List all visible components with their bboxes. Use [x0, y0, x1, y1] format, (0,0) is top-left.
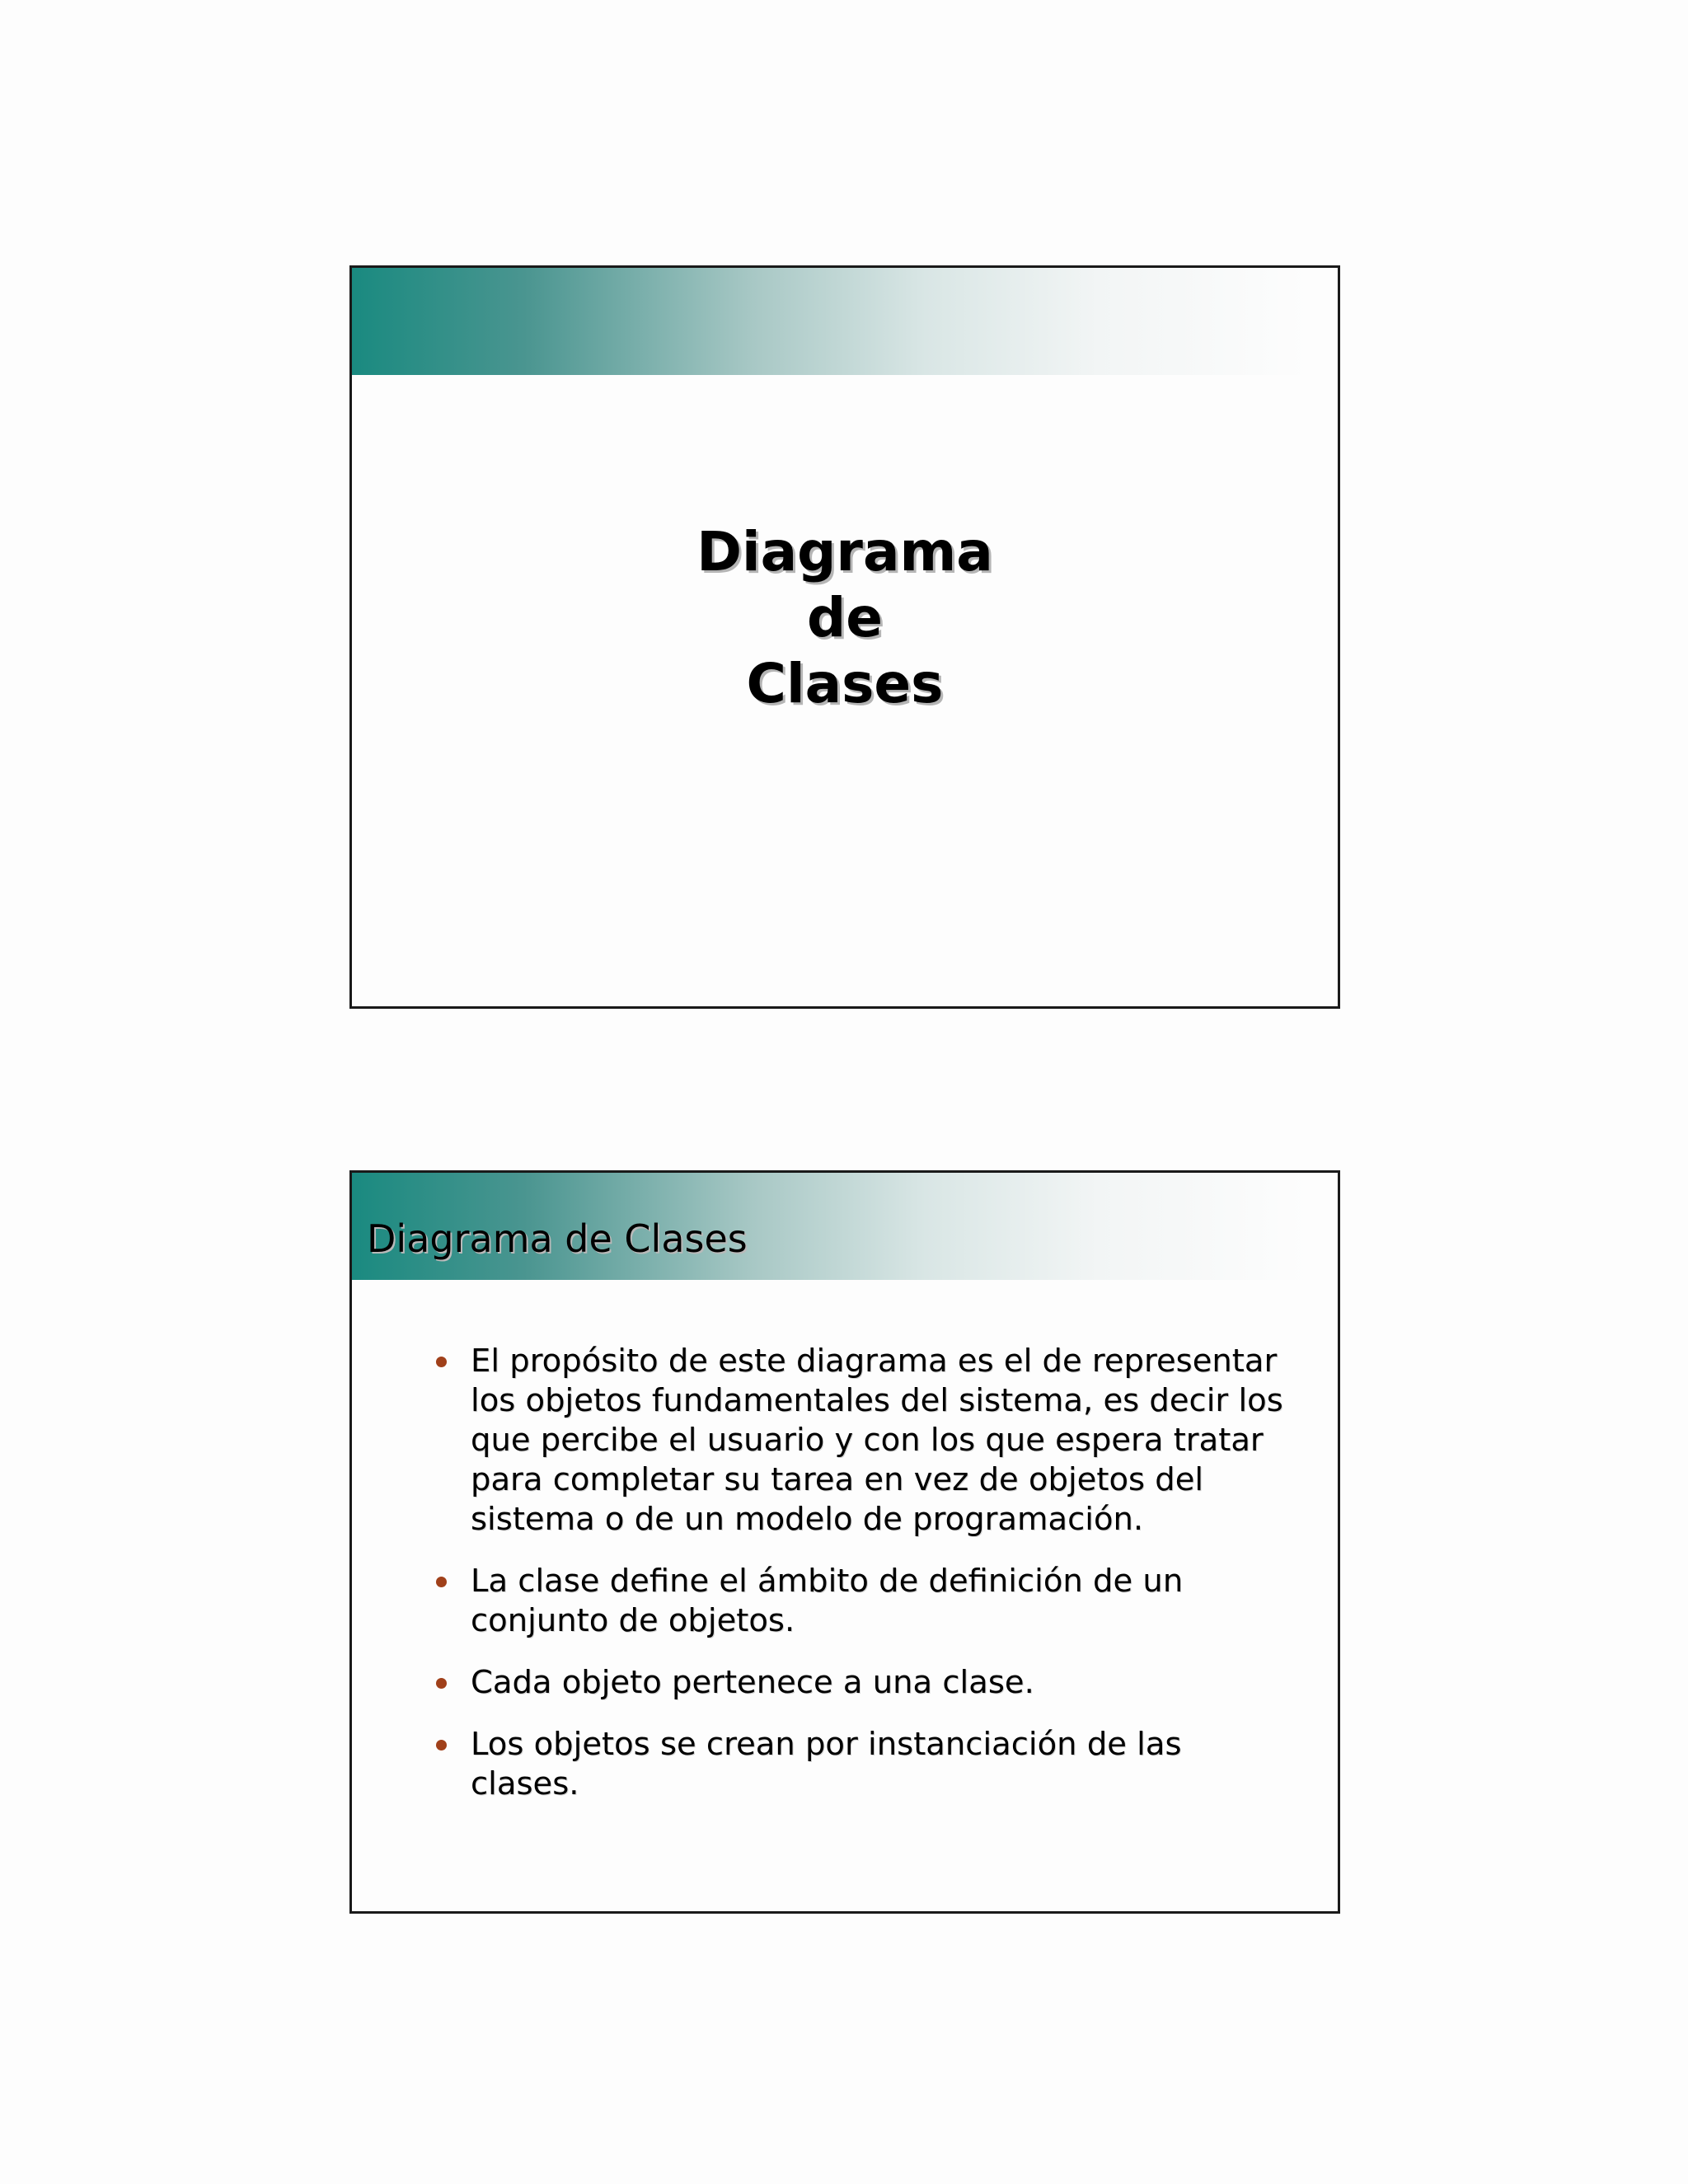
bullet-item	[434, 1663, 1300, 1703]
bullet-text: La clase define el ámbito de definición de un conjunto de objetos.	[471, 1563, 1184, 1639]
bullet-item	[434, 1725, 1300, 1804]
bullet-dot-icon	[436, 1678, 447, 1689]
slide-title-line: Clases	[746, 652, 944, 715]
bullet-dot-icon	[436, 1357, 447, 1367]
bullet-text: El propósito de este diagrama es el de representar los objetos fundamentales del sistema, es decir los que percibe el usuario y con los que espera tratar para completar su tarea en vez de objetos del sistema o de un modelo de programación.	[471, 1343, 1283, 1538]
slide-title-line: Diagrama	[696, 520, 993, 583]
slide-title	[352, 519, 1338, 717]
title-slide	[349, 265, 1340, 1009]
bullet-text: Los objetos se crean por instanciación de las clases.	[471, 1726, 1182, 1802]
bullet-dot-icon	[436, 1577, 447, 1587]
bullet-item	[434, 1562, 1300, 1641]
bullet-text: Cada objeto pertenece a una clase.	[471, 1664, 1034, 1701]
content-slide	[349, 1170, 1340, 1914]
bullet-list	[434, 1342, 1300, 1826]
header-gradient-band	[352, 268, 1308, 375]
bullet-dot-icon	[436, 1740, 447, 1750]
slide-title-line: de	[806, 586, 883, 649]
bullet-item	[434, 1342, 1300, 1540]
slide-header-title: Diagrama de Clases	[367, 1216, 748, 1261]
